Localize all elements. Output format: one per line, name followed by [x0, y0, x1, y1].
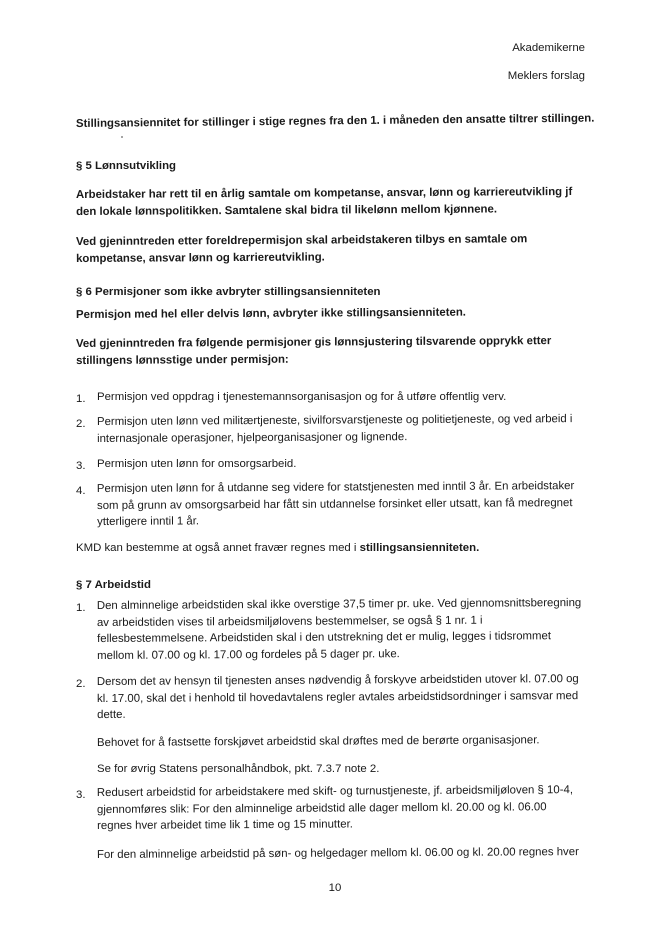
header-subtitle: Meklers forslag — [507, 70, 585, 82]
list-number: 4. — [76, 485, 86, 497]
list-number: 2. — [76, 418, 86, 430]
working-hours-item-reference: Se for øvrig Statens personalhåndbok, pkt. 7.3.7 note 2. — [97, 763, 380, 775]
scan-speck — [121, 136, 123, 138]
list-number: 1. — [76, 602, 86, 614]
intro-paragraph: Stillingsansiennitet for stillinger i stige regnes fra den 1. i måneden den ansatte tiltrer stillingen. — [75, 112, 595, 130]
list-number: 3. — [76, 789, 86, 801]
working-hours-item-text: Den alminnelige arbeidstiden skal ikke overstige 37,5 timer pr. uke. Ved gjennomsnittsberegning av arbeidstiden vises til arbeidsmiljølovens bestemmelser, se også § 1 nr. 1 i fellesbestemmelsene. Arbeidstiden skal i den utstrekning det er mulig, legges i tidsrommet mellom kl. 07.00 og kl. 17.00 og fordeles på 5 dager pr. uke. — [96, 597, 582, 662]
page-number: 10 — [328, 882, 342, 894]
working-hours-item-text: Redusert arbeidstid for arbeidstakere med skift- og turnustjeneste, jf. arbeidsmiljøloven § 10-4, gjennomføres slik: For den alminnelige arbeidstid alle dager mellom kl. 20.00 og kl. 06.00 regnes hver arbeidet time lik 1 time og 15 minutter. — [96, 784, 574, 832]
section-5-paragraph-2: Ved gjeninntreden etter foreldrepermisjon skal arbeidstakeren tilbys en samtale om kompetanse, ansvar lønn og karriereutvikling. — [75, 233, 528, 265]
section-6-paragraph-2: Ved gjeninntreden fra følgende permisjoner gis lønnsjustering tilsvarende opprykk etter stillingens lønnsstige under permisjon: — [75, 335, 552, 367]
permission-item-text: Permisjon uten lønn for å utdanne seg videre for statstjenesten med inntil 3 år. En arbeidstaker som på grunn av omsorgsarbeid har fått sin utdannelse forsinket eller utsatt, kan få medregnet ytterligere inntil 1 år. — [96, 480, 575, 528]
section-6-heading: § 6 Permisjoner som ikke avbryter stillingsansienniteten — [76, 286, 381, 298]
working-hours-item-text: Dersom det av hensyn til tjenesten anses nødvendig å forskyve arbeidstiden utover kl. 07.00 og kl. 17.00, skal det i henhold til hovedavtalens regler avtales arbeidstidsordninger i samsvar med dette. — [96, 673, 579, 721]
working-hours-item-note: Behovet for å fastsette forskjøvet arbeidstid skal drøftes med de berørte organisasjoner. — [96, 734, 540, 749]
section-6-paragraph-1: Permisjon med hel eller delvis lønn, avbryter ikke stillingsansienniteten. — [75, 306, 466, 321]
permission-item-text: Permisjon ved oppdrag i tjenestemannsorganisasjon og for å utføre offentlig verv. — [97, 391, 507, 403]
kmd-paragraph — [76, 540, 586, 557]
list-number: 1. — [76, 393, 86, 405]
working-hours-item-continuation: For den alminnelige arbeidstid på søn- og helgedager mellom kl. 06.00 og kl. 20.00 regnes hver — [96, 846, 579, 861]
list-number: 2. — [76, 678, 86, 690]
list-number: 3. — [76, 460, 86, 472]
kmd-bold-term: stillingsansienniteten. — [359, 542, 480, 554]
section-7-heading: § 7 Arbeidstid — [76, 579, 151, 591]
header-organization: Akademikerne — [512, 42, 585, 54]
permission-item-text: Permisjon uten lønn for omsorgsarbeid. — [97, 458, 297, 470]
kmd-text: KMD kan bestemme at også annet fravær regnes med i — [76, 542, 360, 554]
section-5-paragraph-1: Arbeidstaker har rett til en årlig samtale om kompetanse, ansvar, lønn og karriereutvikling jf den lokale lønnspolitikken. Samtalene skal bidra til likelønn mellom kjønnene. — [75, 185, 573, 218]
section-5-heading: § 5 Lønnsutvikling — [76, 160, 176, 172]
permission-item-text: Permisjon uten lønn ved militærtjeneste, sivilforsvarstjeneste og politietjeneste, og ved arbeid i internasjonale operasjoner, hjelpeorganisasjoner og lignende. — [96, 413, 573, 445]
